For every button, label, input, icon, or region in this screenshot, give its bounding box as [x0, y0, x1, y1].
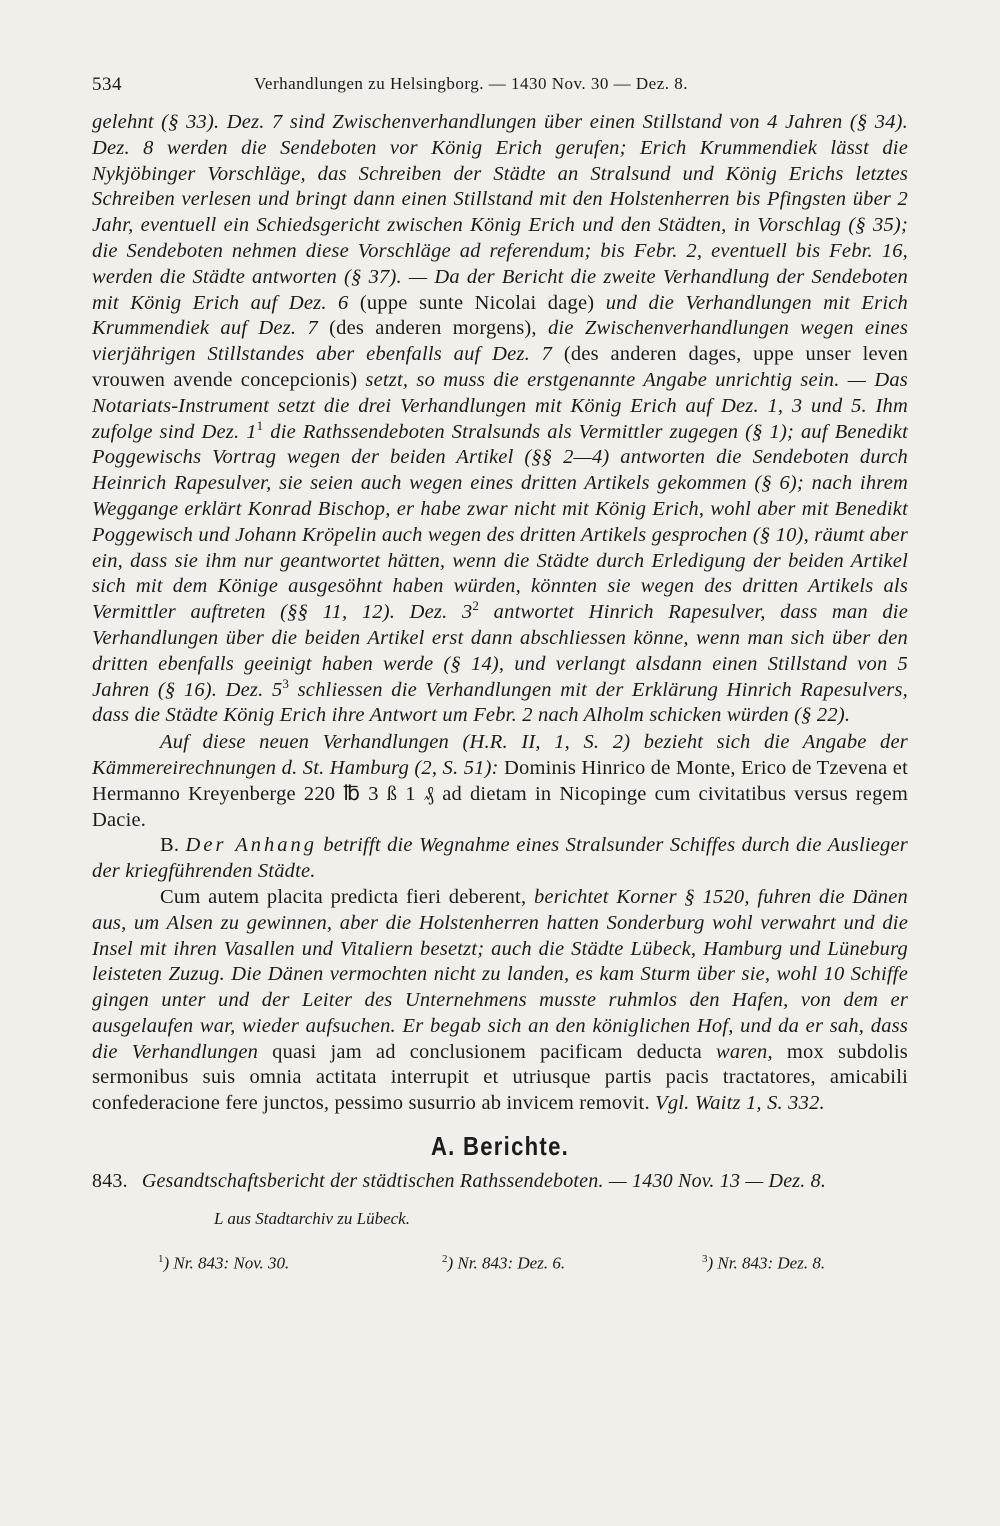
text-run: mox subdolis sermonibus suis omnia actitata interrupit et utriusque partis pacis tractatores, amicabili confederacione fere junctos, pessimo susurrio ab invicem removit. [92, 1040, 908, 1115]
text-run: betrifft die Wegnahme eines Stralsunder Schiffes durch die Auslieger der kriegführenden Städte. [92, 834, 908, 883]
spaced-term: Der Anhang [185, 834, 317, 857]
book-page [92, 0, 908, 1526]
page-body [92, 110, 908, 1272]
text-run: antwortet Hinrich Rapesulver, dass man die Verhandlungen über die beiden Artikel erst dann abschliessen könne, wenn man sich über den dritten ebenfalls geeinigt haben werde (§ 14), und verlangt alsdann einen Stillstand von 5 Jahren (§ 16). Dez. 5 [92, 601, 908, 701]
text-run: Auf diese neuen Verhandlungen (H.R. II, 1, S. 2) bezieht sich die Angabe der Kämmereirechnungen d. St. Hamburg (2, S. 51): [92, 731, 908, 779]
text-run: (uppe sunte Nicolai dage) [348, 291, 606, 314]
document-entry [92, 1168, 908, 1194]
text-run: B. [160, 834, 186, 857]
page-number: 534 [92, 74, 122, 95]
appendix-paragraph [92, 833, 908, 885]
source-line: L aus Stadtarchiv zu Lübeck. [214, 1209, 410, 1229]
text-run: die Rathssendeboten Stralsunds als Vermittler zugegen (§ 1); auf Benedikt Poggewischs Vortrag wegen der beiden Artikel (§§ 2—4) antworten die Sendeboten durch Heinrich Rapesulver, sie seien auch wegen eines dritten Artikels gekommen (§ 6); nach ihrem Weggange erklärt Konrad Bischop, er habe zwar nicht mit König Erich, wohl aber mit Benedikt Poggewisch und Johann Kröpelin auch wegen des dritten Artikels gesprochen (§ 10), räumt aber ein, dass sie ihm nur geantwortet hätten, wenn die Städte durch Erledigung der beiden Artikel sich mit dem Könige ausgesöhnt haben würden, könnten sie wegen des dritten Artikels als Vermittler auftreten (§§ 11, 12). Dez. 3 [92, 420, 908, 624]
running-title: Verhandlungen zu Helsingborg. — 1430 Nov. 30 — Dez. 8. [254, 74, 688, 93]
text-run: Cum autem placita predicta fieri deberent, [160, 885, 534, 908]
footnote [702, 1248, 825, 1275]
footnote-text: ) Nr. 843: Nov. 30. [163, 1253, 290, 1273]
text-run: gelehnt (§ 33). Dez. 7 sind Zwischenverhandlungen über einen Stillstand von 4 Jahren (§ 34). Dez. 8 werden die Sendeboten vor König Erich gerufen; Erich Krummendiek lässt die Nykjöbinger Vorschläge, das Schreiben der Städte an Stralsund und König Erichs letztes Schreiben verlesen und bringt dann einen Stillstand mit den Holstenherren bis Pfingsten über 2 Jahr, eventuell ein Schiedsgericht zwischen König Erich und den Städten, in Vorschlag (§ 35); die Sendeboten nehmen diese Vorschläge ad referendum; bis Febr. 2, eventuell bis Febr. 16, werden die Städte antworten (§ 37). — Da der Bericht die zweite Verhandlung der Sendeboten mit König Erich auf Dez. 6 [92, 111, 908, 314]
text-run: (des anderen dages, uppe unser leven vrouwen avende concepcionis) [92, 343, 908, 391]
text-run: die Zwischenverhandlungen wegen eines vierjährigen Stillstandes aber ebenfalls auf Dez. 7 [92, 317, 909, 366]
text-run: (des anderen morgens), [317, 317, 548, 340]
footnote-mark: 1 [158, 1253, 164, 1266]
section-heading: A. Berichte. [430, 1131, 570, 1162]
footnotes [92, 1248, 908, 1272]
footnote [442, 1248, 565, 1275]
text-run: Dominis Hinrico de Monte, Erico de Tzevena et Hermanno Kreyenberge 220 ℔ 3 ß 1 ₰ ad dietam in Nicopinge cum civitatibus versus regem Dacie. [92, 756, 908, 831]
text-run: Vgl. Waitz 1, S. 332. [655, 1092, 825, 1115]
text-run: quasi jam ad conclusionem pacificam deducta [258, 1040, 716, 1063]
footnote-marker: 2 [472, 598, 480, 614]
summary-paragraph [92, 110, 908, 729]
page-header [92, 70, 908, 100]
korner-paragraph [92, 885, 908, 1117]
footnote [158, 1248, 289, 1275]
text-run: schliessen die Verhandlungen mit der Erklärung Hinrich Rapesulvers, dass die Städte König Erich ihre Antwort um Febr. 2 nach Alholm schicken würden (§ 22). [92, 678, 909, 727]
text-run: und die Verhandlungen mit Erich Krummendiek auf Dez. 7 [92, 291, 908, 340]
footnote-marker: 1 [256, 417, 264, 433]
footnote-mark: 3 [702, 1253, 708, 1266]
text-run: setzt, so muss die erstgenannte Angabe unrichtig sein. — Das Notariats-Instrument setzt die drei Verhandlungen mit König Erich auf Dez. 1, 3 und 5. Ihm zufolge sind Dez. 1 [92, 368, 908, 443]
document-number: 843. [92, 1170, 128, 1193]
hamburg-account-paragraph [92, 730, 908, 833]
text-run: berichtet Korner § 1520, fuhren die Dänen aus, um Alsen zu gewinnen, aber die Holstenherren hatten Sonderburg wohl verwahrt und die Insel mit ihren Vasallen und Vitaliern besetzt; auch die Städte Lübeck, Hamburg und Lüneburg leisteten Zuzug. Die Dänen vermochten nicht zu landen, es kam Sturm über sie, wohl 10 Schiffe gingen unter und der Leiter des Unternehmens musste ruhmlos den Hafen, von dem er ausgelaufen war, wieder aufsuchen. Er begab sich an den königlichen Hof, und da er sah, dass die Verhandlungen [92, 885, 909, 1063]
footnote-mark: 2 [442, 1253, 448, 1266]
footnote-text: ) Nr. 843: Dez. 6. [447, 1253, 566, 1273]
footnote-text: ) Nr. 843: Dez. 8. [707, 1253, 826, 1273]
footnote-marker: 3 [282, 675, 290, 691]
text-run: waren, [716, 1040, 773, 1063]
document-title: Gesandtschaftsbericht der städtischen Rathssendeboten. — 1430 Nov. 13 — Dez. 8. [141, 1170, 827, 1193]
